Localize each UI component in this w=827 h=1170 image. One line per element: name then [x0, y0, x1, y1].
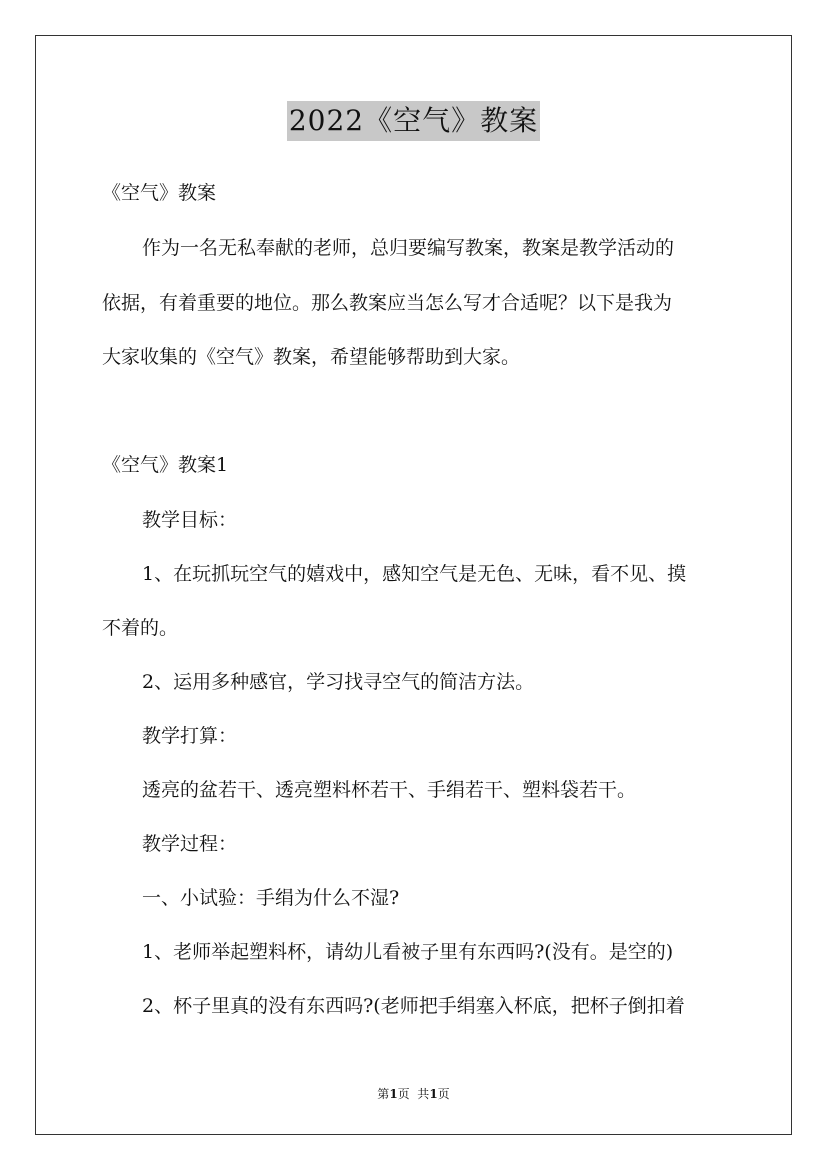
paragraph-line: 教学目标： — [142, 509, 238, 531]
paragraph-line: 不着的。 — [102, 617, 179, 639]
paragraph-line: 依据，有着重要的地位。那么教案应当怎么写才合适呢？以下是我为 — [102, 292, 673, 314]
paragraph-line: 一、小试验：手绢为什么不湿? — [142, 887, 400, 909]
paragraph-line: 教学打算： — [142, 725, 238, 747]
footer-total-pages: 1 — [429, 1087, 438, 1101]
document-title: 2022《空气》教案 — [287, 101, 540, 141]
section-heading: 《空气》教案 — [102, 182, 217, 204]
paragraph-line: 教学过程： — [142, 833, 238, 855]
title-container — [0, 101, 827, 141]
paragraph-line: 1、在玩抓玩空气的嬉戏中，感知空气是无色、无味，看不见、摸 — [142, 563, 687, 585]
paragraph-line: 透亮的盆若干、透亮塑料杯若干、手绢若干、塑料袋若干。 — [142, 779, 637, 801]
paragraph-line: 2、运用多种感官，学习找寻空气的简洁方法。 — [142, 671, 535, 693]
footer-page-mid: 页 共 — [397, 1087, 430, 1101]
paragraph-line: 1、老师举起塑料杯，请幼儿看被子里有东西吗?(没有。是空的) — [142, 941, 674, 963]
footer-page-prefix: 第 — [377, 1087, 390, 1101]
section-heading: 《空气》教案1 — [102, 454, 229, 476]
paragraph-line: 作为一名无私奉献的老师，总归要编写教案，教案是教学活动的 — [142, 237, 675, 259]
footer-page-number: 1 — [389, 1087, 398, 1101]
page-footer — [0, 1086, 827, 1102]
paragraph-line: 大家收集的《空气》教案，希望能够帮助到大家。 — [102, 346, 521, 368]
paragraph-line: 2、杯子里真的没有东西吗?(老师把手绢塞入杯底，把杯子倒扣着 — [142, 995, 685, 1017]
footer-page-suffix: 页 — [437, 1087, 450, 1101]
